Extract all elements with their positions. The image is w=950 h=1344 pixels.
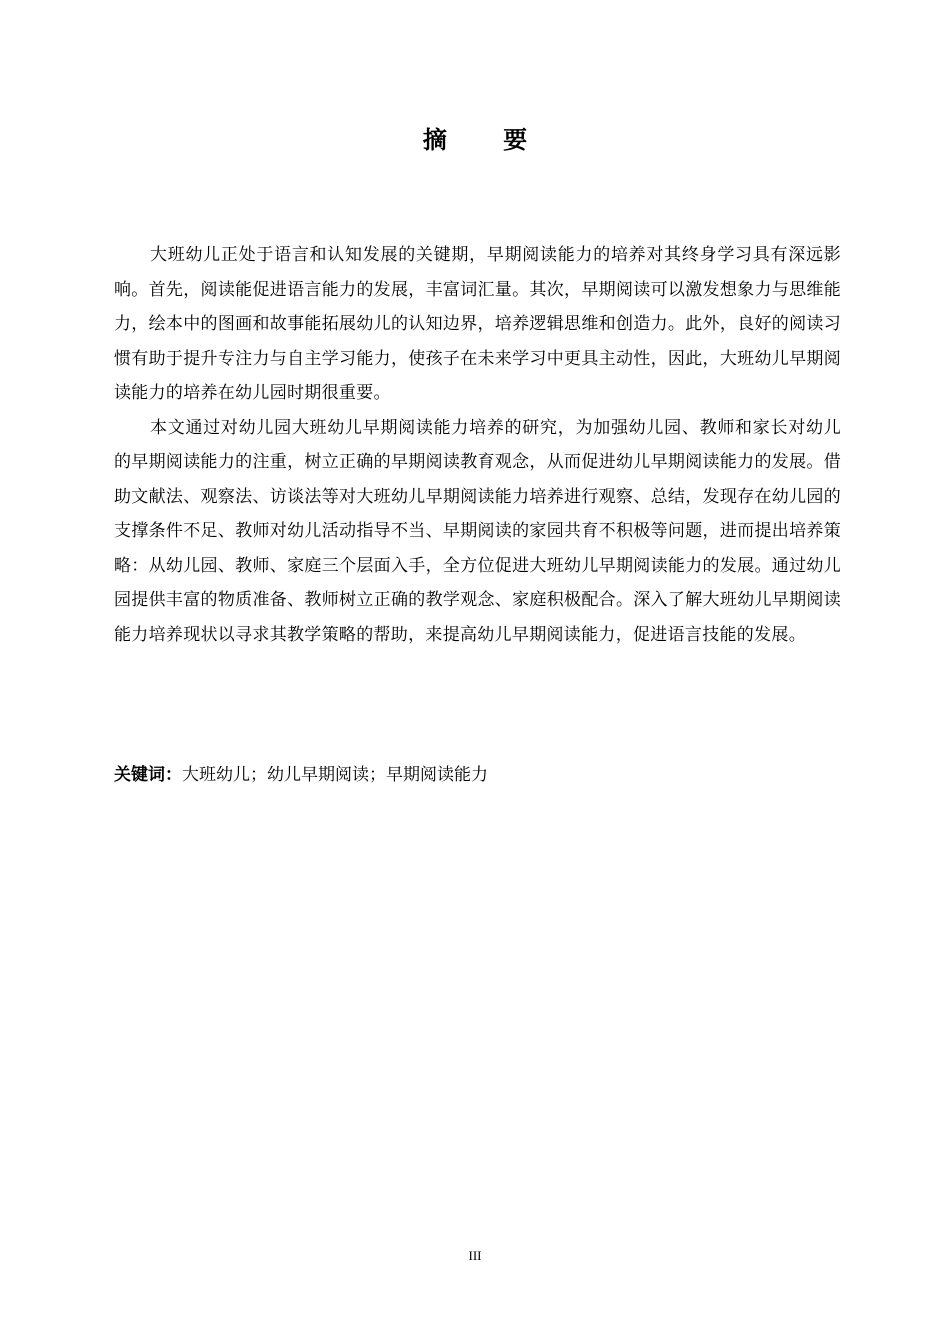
page-number: III [468,1248,482,1263]
abstract-paragraph-1: 大班幼儿正处于语言和认知发展的关键期，早期阅读能力的培养对其终身学习具有深远影响。首先，阅读能促进语言能力的发展，丰富词汇量。其次，早期阅读可以激发想象力与思维能力，绘本中的图画和故事能拓展幼儿的认知边界，培养逻辑思维和创造力。此外，良好的阅读习惯有助于提升专注力与自主学习能力，使孩子在未来学习中更具主动性，因此，大班幼儿早期阅读能力的培养在幼儿园时期很重要。 [114,245,841,403]
abstract-body [114,238,841,652]
abstract-title: 摘 要 [422,126,552,154]
keywords-value: 大班幼儿；幼儿早期阅读；早期阅读能力 [182,765,488,785]
abstract-paragraph-2: 本文通过对幼儿园大班幼儿早期阅读能力培养的研究，为加强幼儿园、教师和家长对幼儿的早期阅读能力的注重，树立正确的早期阅读教育观念，从而促进幼儿早期阅读能力的发展。借助文献法、观察法、访谈法等对大班幼儿早期阅读能力培养进行观察、总结，发现存在幼儿园的支撑条件不足、教师对幼儿活动指导不当、早期阅读的家园共育不积极等问题，进而提出培养策略：从幼儿园、教师、家庭三个层面入手，全方位促进大班幼儿早期阅读能力的发展。通过幼儿园提供丰富的物质准备、教师树立正确的教学观念、家庭积极配合。深入了解大班幼儿早期阅读能力培养现状以寻求其教学策略的帮助，来提高幼儿早期阅读能力，促进语言技能的发展。 [114,417,841,645]
keywords-line [114,758,841,792]
keywords-label: 关键词： [114,765,182,785]
